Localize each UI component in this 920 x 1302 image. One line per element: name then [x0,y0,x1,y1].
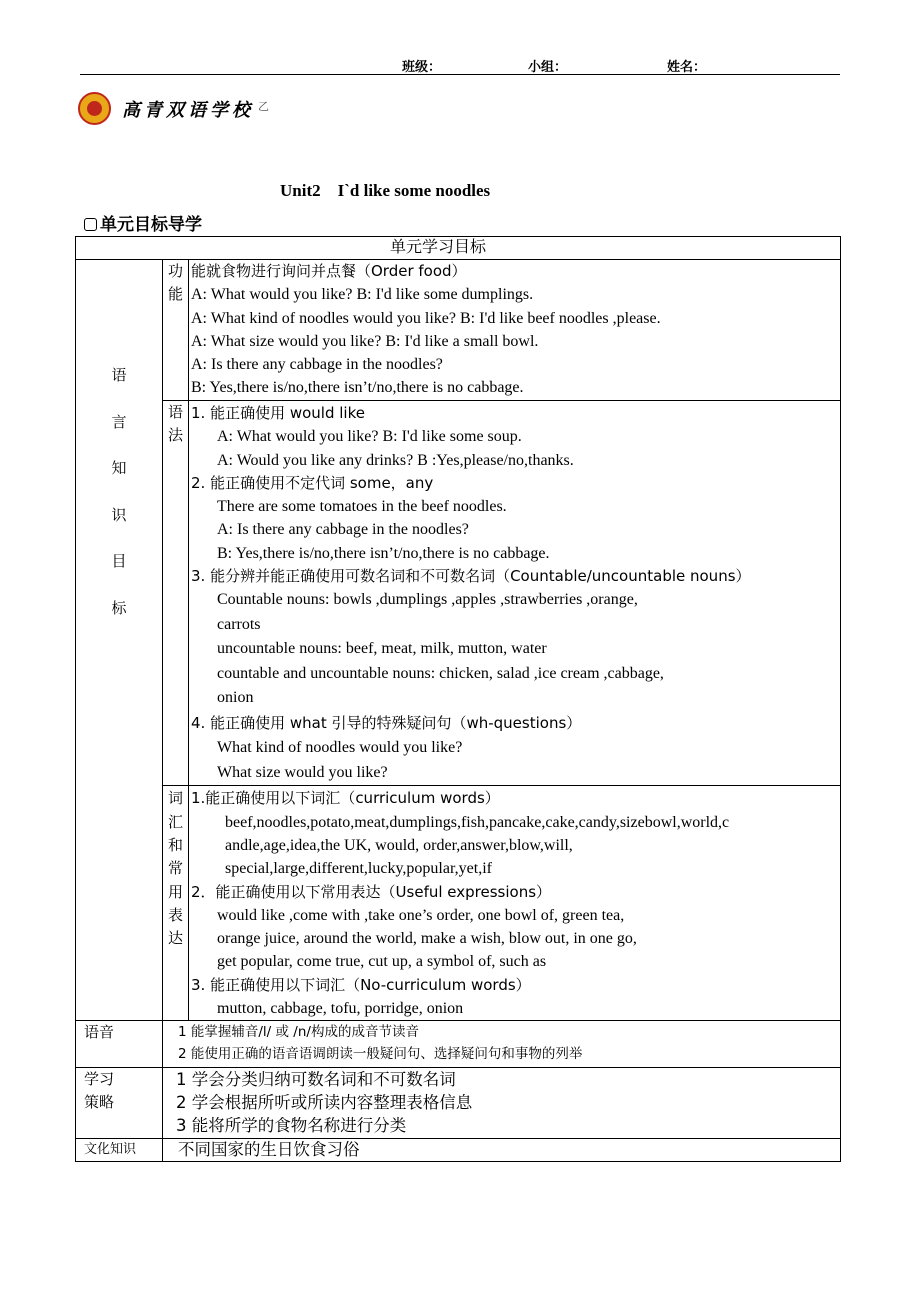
vocab-content: 1.能正确使用以下词汇（curriculum words） beef,noodles,potato,meat,dumplings,fish,pancake,cake,candy,sizebowl,world,c andle,age,idea,the UK, would, order,answer,blow,will, special,large,different,lucky,popular,yet,if 2．能正确使用以下常用表达（Useful expressions） would like ,come with ,take one’s order, one bowl of, green tea, orange juice, around the world, make a wish, blow out, in one go, get popular, come true, cut up, a symbol of, such as 3. 能正确使用以下词汇（No-curriculum words） mutton, cabbage, tofu, porridge, onion [189,786,841,1021]
strategy-content: 1 学会分类归纳可数名词和不可数名词 2 学会根据所听或所读内容整理表格信息 3 能将所学的食物名称进行分类 [163,1068,841,1139]
grammar-row [76,401,841,786]
strategy-row [76,1068,841,1139]
vocab-row [76,786,841,1021]
school-name: 高青双语学校 [122,100,254,121]
checkbox-bullet-icon [84,218,97,231]
school-logo [78,90,288,130]
table-caption: 单元学习目标 [390,239,487,256]
group-label: 小组： [528,60,568,75]
function-content: 能就食物进行询问并点餐（Order food） A: What would you like? B: I'd like some dumplings. A: What kind of noodles would you like? B: I'd like beef noodles ,please. A: What size would you like? B: I'd like a small bowl. A: Is there any cabbage in the noodles? B: Yes,there is/no,there isn’t/no,there is no cabbage. [189,260,841,401]
pronunciation-label: 语音 [76,1021,163,1068]
page-header [80,52,840,75]
name-label: 姓名： [667,60,707,75]
strategy-label: 学习 策略 [76,1068,163,1139]
unit-title: Unit2 I`d like some noodles [280,181,491,200]
school-seal-icon [78,92,111,125]
section-title: 单元目标导学 [100,215,202,235]
grammar-content: 1. 能正确使用 would like A: What would you like? B: I'd like some soup. A: Would you like any drinks? B :Yes,please/no,thanks. 2. 能正确使用不定代词 some，any There are some tomatoes in the beef noodles. A: Is there any cabbage in the noodles? B: Yes,there is/no,there isn’t/no,there is no cabbage. 3. 能分辨并能正确使用可数名词和不可数名词（Countable/uncountable nouns） Countable nouns: bowls ,dumplings ,apples ,strawberries ,orange, carrots uncountable nouns: beef, meat, milk, mutton, water countable and uncountable nouns: chicken, salad ,ice cream ,cabbage, onion 4. 能正确使用 what 引导的特殊疑问句（wh-questions） What kind of noodles would you like? What size would you like? [189,401,841,786]
culture-content: 不同国家的生日饮食习俗 [163,1139,841,1162]
section-heading [84,210,202,235]
class-label: 班级： [402,60,442,75]
grammar-label: 语 法 [163,401,189,786]
culture-label: 文化知识 [76,1139,163,1162]
objectives-table [75,236,841,1162]
pronunciation-row [76,1021,841,1068]
culture-row [76,1139,841,1162]
language-knowledge-label: 语 言 知 识 目 标 [76,260,163,1021]
pronunciation-content: 1 能掌握辅音/l/ 或 /n/构成的成音节读音 2 能使用正确的语音语调朗读一般疑问句、选择疑问句和事物的列举 [163,1021,841,1068]
school-stamp: 乙 [258,101,269,113]
function-row [76,260,841,401]
function-label: 功 能 [163,260,189,401]
vocab-label: 词 汇 和 常 用 表 达 [163,786,189,1021]
caption-row [76,237,841,260]
